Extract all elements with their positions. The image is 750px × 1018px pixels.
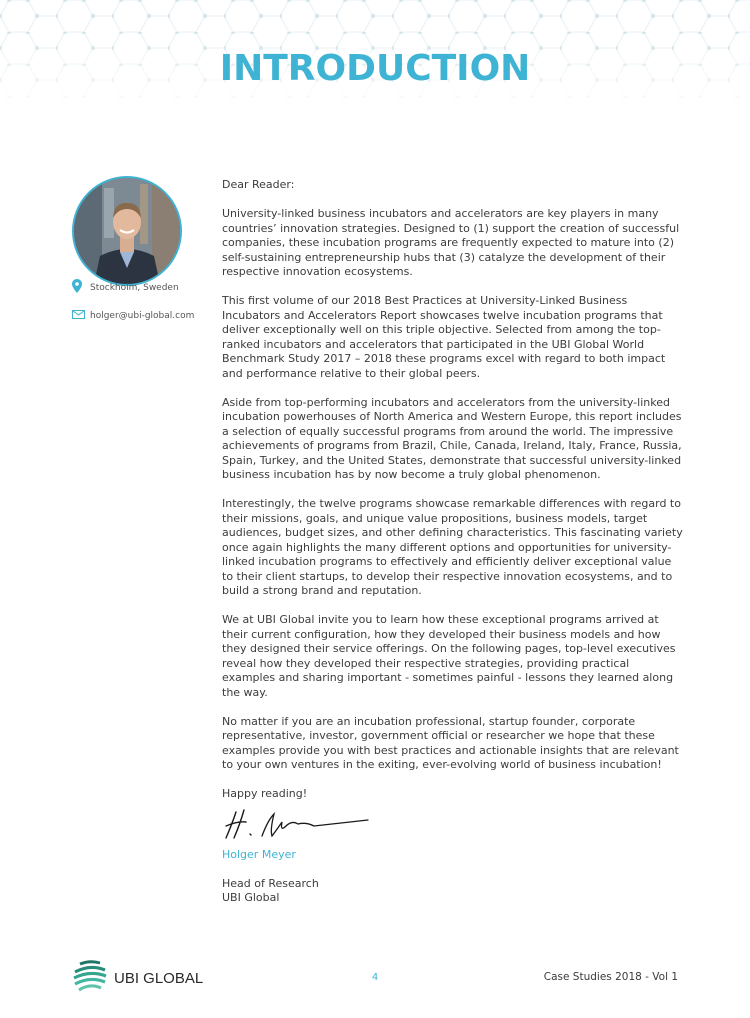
author-email[interactable] bbox=[72, 310, 194, 322]
author-photo bbox=[72, 176, 182, 286]
signer-title: Head of Research bbox=[222, 876, 319, 890]
closing: Happy reading! bbox=[222, 787, 308, 800]
signer-name: Holger Meyer bbox=[222, 847, 296, 861]
author-location bbox=[72, 279, 179, 296]
paragraph: This first volume of our 2018 Best Practices at University-Linked Business Incubators and Accelerators Report showcases twelve incubation programs that deliver exceptionally well on this triple objective. Selected from among the top-ranked incubators and accelerators that participated in the UBI Global World Benchmark Study 2017 – 2018 these programs excel with regard to both impact and performance relative to their global peers. bbox=[222, 294, 666, 380]
letter-body bbox=[222, 178, 684, 906]
paragraph: No matter if you are an incubation professional, startup founder, corporate representative, investor, government official or researcher we hope that these examples provide you with best practices and actionable insights that are relevant to your own ventures in the exiting, ever-evolving world of business incubation! bbox=[222, 714, 679, 771]
map-pin-icon bbox=[72, 279, 86, 296]
logo-text: UBI GLOBAL bbox=[114, 970, 204, 987]
paragraph: Aside from top-performing incubators and accelerators from the university-linked incubation powerhouses of North America and Western Europe, this report includes a selection of equally successful programs from around the world. The impressive achievements of programs from Brazil, Chile, Canada, Ireland, Italy, France, Russia, Spain, Turkey, and the United States, demonstrate that successful university-linked business incubation has by now become a truly global phenomenon. bbox=[222, 395, 682, 481]
paragraph: Interestingly, the twelve programs showcase remarkable differences with regard to their missions, goals, and unique value propositions, business models, target audiences, budget sizes, and other defining characteristics. This fascinating variety once again highlights the many different options and opportunities for university-linked incubation programs to effectively and efficiently deliver exceptional value to their client startups, to develop their respective innovation ecosystems, and to build a strong brand and reputation. bbox=[222, 497, 683, 597]
page-number: 4 bbox=[371, 972, 379, 983]
ubi-global-logo bbox=[72, 958, 212, 996]
publication-title: Case Studies 2018 - Vol 1 bbox=[543, 971, 678, 983]
page-title: INTRODUCTION bbox=[219, 48, 531, 89]
envelope-icon bbox=[72, 310, 86, 322]
paragraph: We at UBI Global invite you to learn how these exceptional programs arrived at their current configuration, how they developed their business models and how they designed their service offerings. On the following pages, top-level executives reveal how they developed their respective strategies, providing practical examples and sharing important - sometimes painful - lessons they learned along the way. bbox=[222, 613, 676, 699]
salutation: Dear Reader: bbox=[222, 178, 295, 191]
location-text: Stockholm, Sweden bbox=[90, 282, 179, 293]
paragraph: University-linked business incubators and accelerators are key players in many countries’ innovation strategies. Designed to (1) support the creation of successful companies, these incubation programs are frequently expected to mature into (2) self-sustaining entrepreneurship hubs that (3) catalyze the development of their respective innovation ecosystems. bbox=[222, 207, 680, 278]
email-text[interactable]: holger@ubi-global.com bbox=[90, 311, 195, 321]
signer-organization: UBI Global bbox=[222, 891, 280, 904]
handwritten-signature bbox=[222, 806, 372, 842]
